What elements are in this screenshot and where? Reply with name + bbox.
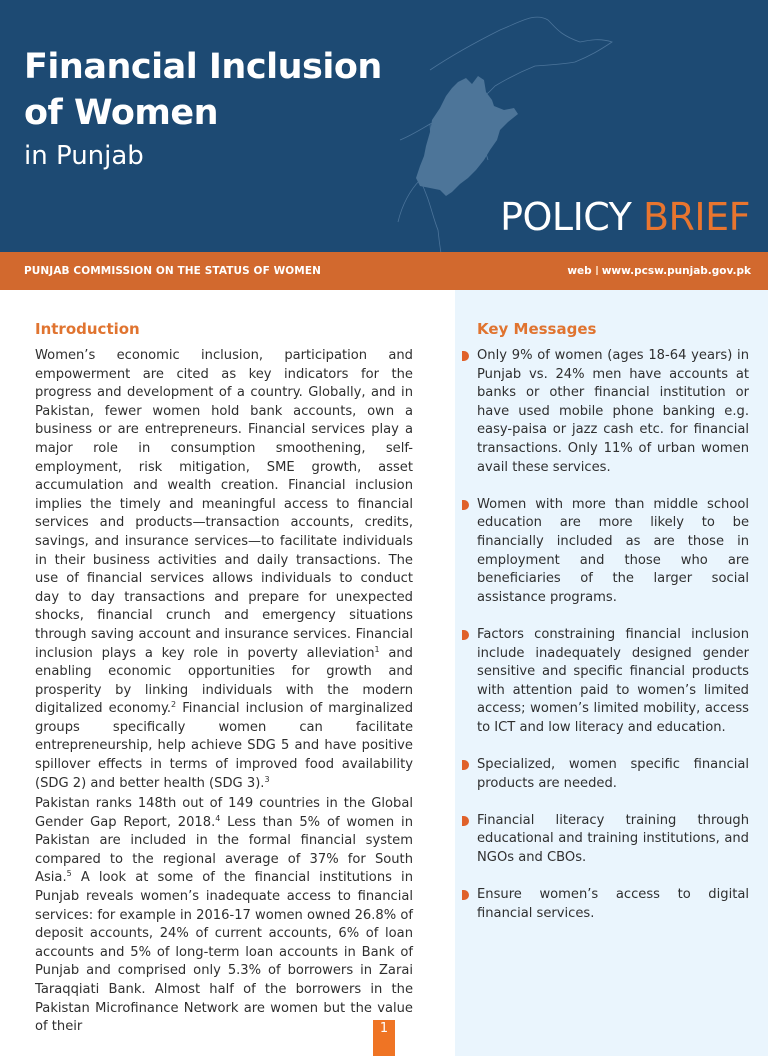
list-item <box>459 812 749 868</box>
footnote-ref-4[interactable]: 4 <box>215 813 221 823</box>
text-span: Women’s economic inclusion, participation and empowerment are cited as key indicators for the progress and development of a country. Globally, and in Pakistan, fewer women hold bank accounts, own a business or are entrepreneurs. Financial services play a major role in consumption smoothening, self-employment, risk mitigation, SME growth, asset accumulation and wealth creation. Financial inclusion implies the timely and meaningful access to financial services and products—transaction accounts, credits, savings, and insurance services—to facilitate individuals in their business activities and daily transactions. The use of financial services allows individuals to conduct day to day transactions and prepare for unexpected shocks, financial crunch and emergency situations through saving account and insurance services. Financial inclusion plays a key role in poverty alleviation <box>35 348 413 661</box>
key-message-text: Financial literacy training through educational and training institutions, and NGOs and CBOs. <box>477 812 749 866</box>
footnote-ref-5[interactable]: 5 <box>66 869 72 879</box>
cover-header <box>0 0 768 252</box>
list-item <box>459 496 749 608</box>
website-link[interactable]: www.pcsw.punjab.gov.pk <box>601 265 751 277</box>
text-span: and enabling economic opportunities for growth and prosperity by linking individuals with the modern digitalized economy. <box>35 645 413 717</box>
key-message-text: Women with more than middle school education are more likely to be financially included as are those in employment and those who are beneficiaries of the larger social assistance programs. <box>477 496 749 605</box>
footnote-ref-3[interactable]: 3 <box>264 774 270 784</box>
bullet-icon <box>462 890 469 900</box>
text-span: Pakistan ranks 148th out of 149 countries in the Global Gender Gap Report, 2018. <box>35 796 413 830</box>
bullet-icon <box>462 816 469 826</box>
policy-word: POLICY <box>500 195 632 239</box>
text-span: Financial inclusion of marginalized groups specifically women can facilitate entrepreneurship, help achieve SDG 5 and have positive spillover effects in terms of improved food availability (SDG 2) and better health (SDG 3). <box>35 701 414 791</box>
introduction-paragraph-2 <box>35 795 413 1037</box>
brief-word: BRIEF <box>642 195 750 239</box>
footnote-ref-2[interactable]: 2 <box>171 700 177 710</box>
page-title <box>24 44 382 136</box>
organization-name: PUNJAB COMMISSION ON THE STATUS OF WOMEN <box>24 265 322 277</box>
text-span: Less than 5% of women in Pakistan are included in the formal financial system compared to the regional average of 37% for South Asia. <box>35 814 413 886</box>
text-span: A look at some of the financial institutions in Punjab reveals women’s inadequate access to financial services: for example in 2016-17 women owned 26.8% of deposit accounts, 24% of current accounts, 6% of loan accounts and 5% of long-term loan accounts in Bank of Punjab and comprised only 5.3% of borrowers in Zarai Taraqqiati Bank. Almost half of the borrowers in the Pakistan Microfinance Network are women but the value of their <box>35 870 413 1035</box>
list-item <box>459 347 749 477</box>
key-message-text: Specialized, women specific financial products are needed. <box>477 757 749 791</box>
introduction-paragraph-1 <box>35 347 413 793</box>
title-line-2: of Women <box>24 93 218 133</box>
policy-brief-label <box>500 194 750 240</box>
footnote-ref-1[interactable]: 1 <box>374 644 380 654</box>
key-message-text: Factors constraining financial inclusion include inadequately designed gender sensitive and specific financial products with attention paid to women’s limited access; women’s limited mobility, access to ICT and low literacy and education. <box>477 626 749 735</box>
list-item <box>459 886 749 923</box>
separator <box>596 266 598 275</box>
website-info <box>567 265 751 277</box>
introduction-heading: Introduction <box>35 320 140 338</box>
bullet-icon <box>462 500 469 510</box>
key-message-text: Ensure women’s access to digital financial services. <box>477 887 749 921</box>
web-label: web <box>567 265 592 277</box>
page-number: 1 <box>373 1020 395 1056</box>
bullet-icon <box>462 351 469 361</box>
list-item <box>459 626 749 738</box>
key-messages-list <box>459 347 749 942</box>
key-message-text: Only 9% of women (ages 18-64 years) in Punjab vs. 24% men have accounts at banks or other financial institution or have used mobile phone banking e.g. easy-paisa or jazz cash etc. for financial transactions. Only 11% of urban women avail these services. <box>477 348 749 475</box>
organization-banner <box>0 252 768 290</box>
bullet-icon <box>462 630 469 640</box>
title-line-1: Financial Inclusion <box>24 47 382 87</box>
bullet-icon <box>462 760 469 770</box>
list-item <box>459 756 749 793</box>
key-messages-heading: Key Messages <box>477 320 597 338</box>
title-subtitle: in Punjab <box>24 141 144 171</box>
